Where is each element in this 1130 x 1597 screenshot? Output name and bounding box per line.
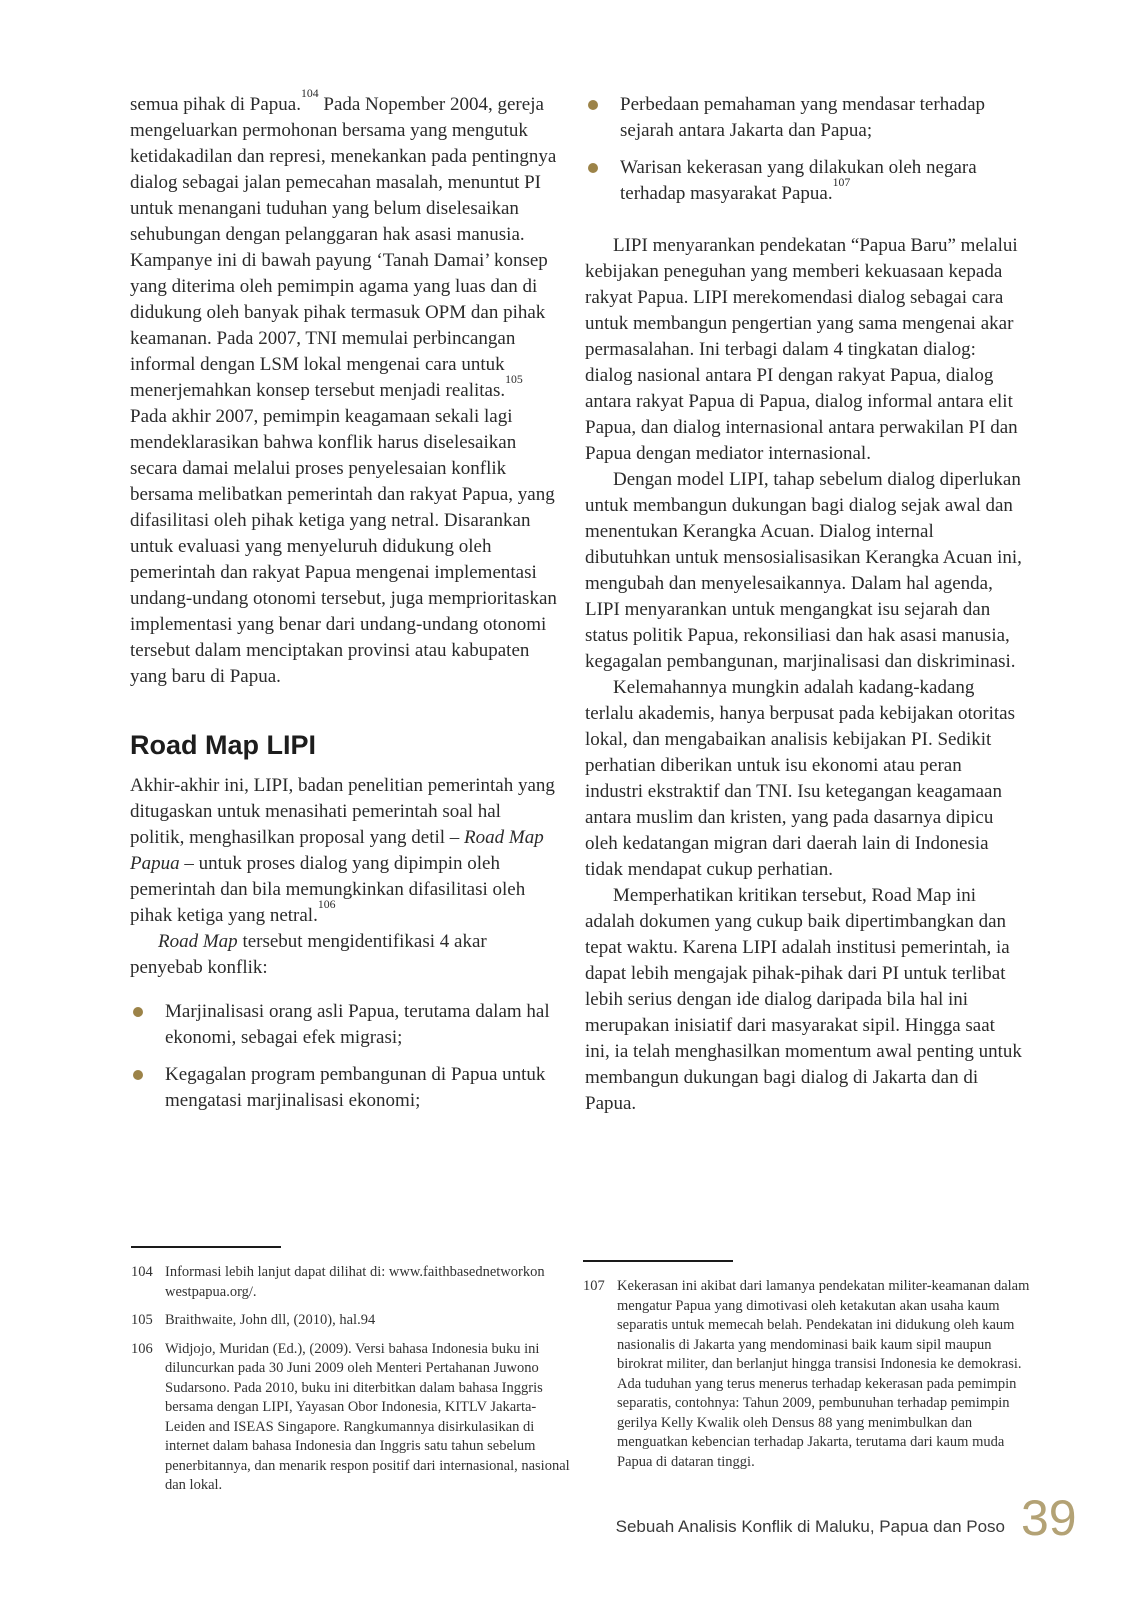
footnote-text: Kekerasan ini akibat dari lamanya pendekatan militer-keamanan dalam mengatur Papua yang dimotivasi oleh ketakutan akan usaha kaum separatis untuk memecah belah. Pendekatan ini didukung oleh kaum nasionalis di Jakarta yang mendominasi baik kaum sipil maupun birokrat militer, dan berlanjut hingga transisi Indonesia ke demokrasi. Ada tuduhan yang terus menerus terhadap kekerasan pada pemimpin separatis, contohnya: Tahun 2009, pembunuhan terhadap pemimpin gerilya Kelly Kwalik oleh Densus 88 yang menimbulkan dan menguatkan kebencian terhadap Jakarta, terutama dari kaum muda Papua di dataran tinggi.: [617, 1278, 1030, 1470]
footer-book-title: Sebuah Analisis Konflik di Maluku, Papua dan Poso: [615, 1517, 1005, 1536]
page-number: 39: [1021, 1490, 1077, 1546]
footnotes-right: [583, 1260, 1035, 1481]
paragraph-assessment: Memperhatikan kritikan tersebut, Road Map ini adalah dokumen yang cukup baik dipertimbangkan dan tepat waktu. Karena LIPI adalah institusi pemerintah, ia dapat lebih mengajak pihak-pihak dari PI untuk terlibat lebih serius dengan ide dialog daripada bila hal ini merupakan inisiatif dari masyarakat sipil. Hingga saat ini, ia telah menghasilkan momentum awal penting untuk membangun dukungan bagi dialog di Jakarta dan di Papua.: [585, 885, 1022, 1114]
paragraph-papua-baru: LIPI menyarankan pendekatan “Papua Baru” melalui kebijakan peneguhan yang memberi kekuasaan kepada rakyat Papua. LIPI merekomendasi dialog sebagai cara untuk membangun pengertian yang sama mengenai akar permasalahan. Ini terbagi dalam 4 tingkatan dialog: dialog nasional antara PI dengan rakyat Papua, dialog antara rakyat Papua di Papua, dialog informal antara elit Papua, dan dialog internasional antara perwakilan PI dan Papua dengan mediator internasional.: [585, 235, 1018, 464]
list-item: [585, 155, 1022, 207]
bullet-icon: [588, 100, 598, 110]
list-item: [130, 1062, 558, 1114]
list-item-text: Kegagalan program pembangunan di Papua untuk mengatasi marjinalisasi ekonomi;: [165, 1064, 546, 1111]
list-item-text: Warisan kekerasan yang dilakukan oleh negara terhadap masyarakat Papua.$^{107}$: [620, 157, 977, 204]
footnote: [583, 1277, 1035, 1472]
footnote: [131, 1311, 573, 1331]
footnote-number: 107: [583, 1278, 605, 1294]
footnote-number: 104: [131, 1264, 153, 1280]
section-heading: Road Map LIPI: [130, 730, 317, 760]
list-item-text: Perbedaan pemahaman yang mendasar terhadap sejarah antara Jakarta dan Papua;: [620, 94, 986, 141]
list-item-text: Marjinalisasi orang asli Papua, terutama dalam hal ekonomi, sebagai efek migrasi;: [165, 1001, 550, 1048]
bullet-icon: [133, 1007, 143, 1017]
footnote-number: 105: [131, 1312, 153, 1328]
bullet-icon: [588, 163, 598, 173]
root-causes-list-left: [130, 999, 558, 1114]
footnote-number: 106: [131, 1340, 153, 1357]
footnote-divider: [131, 1246, 281, 1248]
footnote-text: Braithwaite, John dll, (2010), hal.94: [165, 1312, 376, 1328]
bullet-icon: [133, 1070, 143, 1080]
list-item: [130, 999, 558, 1051]
footnote: [131, 1263, 573, 1302]
paragraph-root-causes-lead: Road Map tersebut mengidentifikasi 4 akar penyebab konflik:: [130, 931, 487, 978]
opening-paragraph: semua pihak di Papua.$^{104}$ Pada Nopember 2004, gereja mengeluarkan permohonan bersama yang mengutuk ketidakadilan dan represi, menekankan pada pentingnya dialog sebagai jalan pemecahan masalah, menuntut PI untuk menangani tuduhan yang belum diselesaikan sehubungan dengan pelanggaran hak asasi manusia. Kampanye ini di bawah payung ‘Tanah Damai’ konsep yang diterima oleh pemimpin agama yang luas dan di didukung oleh banyak pihak termasuk OPM dan pihak keamanan. Pada 2007, TNI memulai perbincangan informal dengan LSM lokal mengenai cara untuk menerjemahkan konsep tersebut menjadi realitas.$^{105}$ Pada akhir 2007, pemimpin keagamaan sekali lagi mendeklarasikan bahwa konflik harus diselesaikan secara damai melalui proses penyelesaian konflik bersama melibatkan pemerintah dan rakyat Papua, yang difasilitasi oleh pihak ketiga yang netral. Disarankan untuk evaluasi yang menyeluruh didukung oleh pemerintah dan rakyat Papua mengenai implementasi undang-undang otonomi tersebut, juga memprioritaskan implementasi yang benar dari undang-undang otonomi tersebut dalam menciptakan provinsi atau kabupaten yang baru di Papua.: [130, 87, 557, 687]
root-causes-list-right: [585, 92, 1022, 207]
paragraph-model-lipi: Dengan model LIPI, tahap sebelum dialog diperlukan untuk membangun dukungan bagi dialog sejak awal dan menentukan Kerangka Acuan. Dialog internal dibutuhkan untuk mensosialisasikan Kerangka Acuan ini, mengubah dan menyelesaikannya. Dalam hal agenda, LIPI menyarankan untuk mengangkat isu sejarah dan status politik Papua, rekonsiliasi dan hak asasi manusia, kegagalan pembangunan, marjinalisasi dan diskriminasi.: [585, 469, 1022, 672]
paragraph-weaknesses: Kelemahannya mungkin adalah kadang-kadang terlalu akademis, hanya berpusat pada kebijakan otoritas lokal, dan mengabaikan analisis kebijakan PI. Sedikit perhatian diberikan untuk isu ekonomi atau peran industri ekstraktif dan TNI. Isu ketegangan keagamaan antara muslim dan kristen, yang pada dasarnya dipicu oleh kedatangan migran dari daerah lain di Indonesia tidak mendapat cukup perhatian.: [585, 677, 1015, 880]
list-item: [585, 92, 1022, 144]
footnote-text: Informasi lebih lanjut dapat dilihat di: www.faithbasednetworkon westpapua.org/.: [165, 1264, 545, 1300]
footnotes-left: [131, 1246, 573, 1505]
left-column: [130, 87, 558, 1125]
footnote-text: Widjojo, Muridan (Ed.), (2009). Versi bahasa Indonesia buku ini diluncurkan pada 30 Juni 2009 oleh Menteri Pertahanan Juwono Sudarsono. Pada 2010, buku ini diterbitkan dalam bahasa Inggris bersama dengan LIPI, Yayasan Obor Indonesia, KITLV Jakarta-Leiden and ISEAS Singapore. Rangkumannya disirkulasikan di internet dalam bahasa Indonesia dan Inggris satu tahun sebelum penerbitannya, dan menarik respon positif dari internasional, nasional dan lokal.: [165, 1340, 570, 1493]
footnote-divider: [583, 1260, 733, 1262]
footnote: [131, 1340, 573, 1496]
right-column: [585, 92, 1022, 1117]
paragraph-road-map-intro: Akhir-akhir ini, LIPI, badan penelitian pemerintah yang ditugaskan untuk menasihati pemerintah soal hal politik, menghasilkan proposal yang detil – Road Map Papua – untuk proses dialog yang dipimpin oleh pemerintah dan bila memungkinkan difasilitasi oleh pihak ketiga yang netral.$^{106}$: [130, 775, 555, 926]
